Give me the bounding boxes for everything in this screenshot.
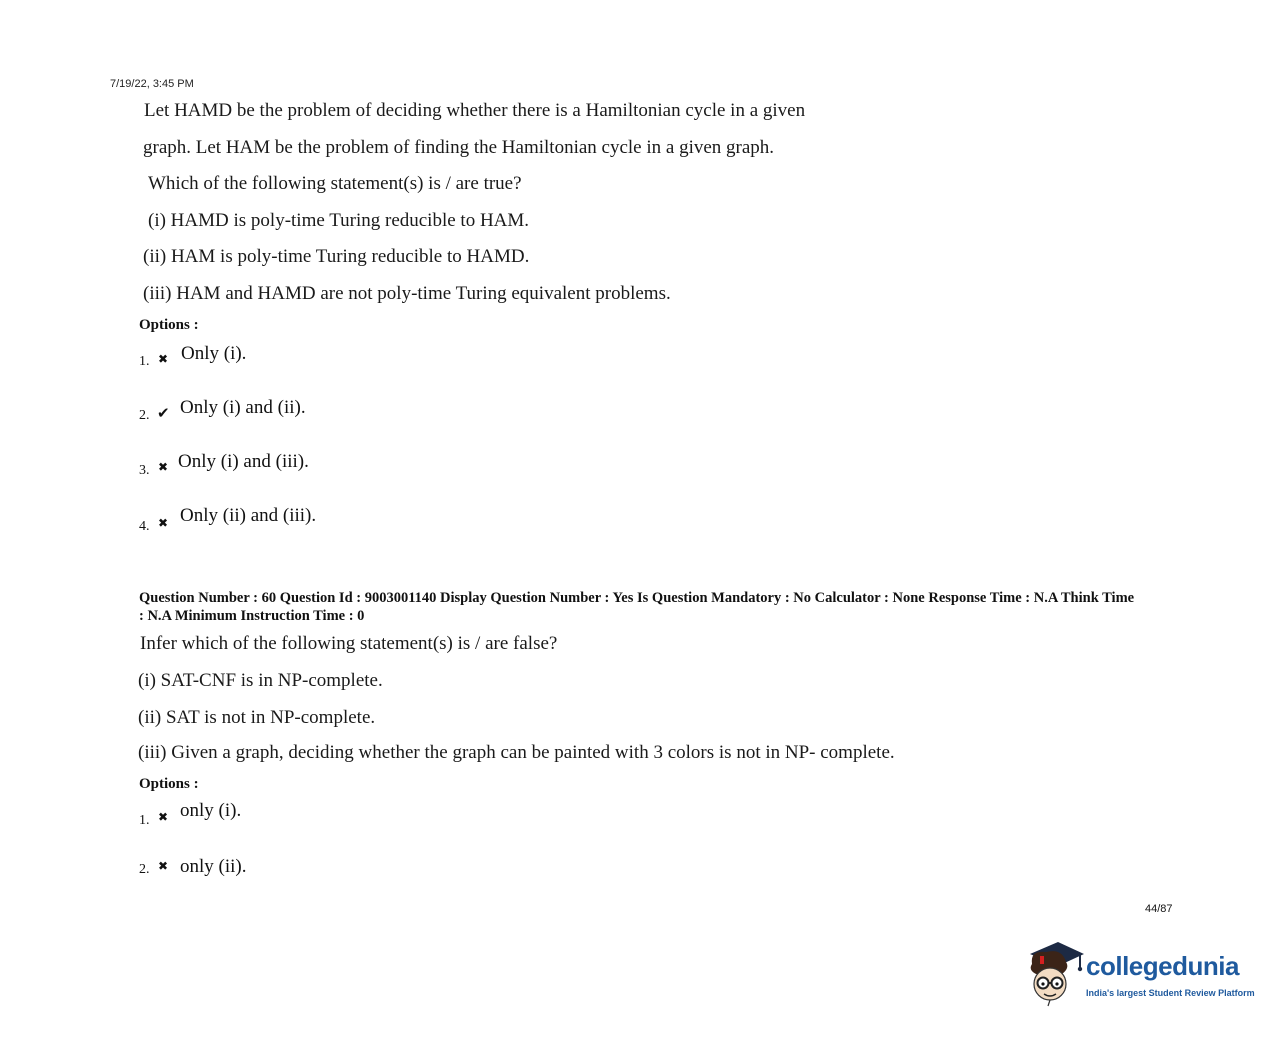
q2-line-3: (ii) SAT is not in NP-complete. (138, 707, 376, 728)
q2-line-1: Infer which of the following statement(s) is / are false? (140, 633, 558, 654)
q2-line-2: (i) SAT-CNF is in NP-complete. (138, 670, 383, 691)
q2-options-label: Options : (139, 776, 199, 792)
option-text: Only (i). (181, 343, 247, 364)
q1-line-5: (ii) HAM is poly-time Turing reducible to HAMD. (143, 246, 530, 267)
cross-icon: ✖ (158, 460, 169, 474)
q1-line-6: (iii) HAM and HAMD are not poly-time Turing equivalent problems. (143, 283, 671, 304)
cross-icon: ✖ (158, 352, 169, 366)
option-text: Only (i) and (ii). (180, 397, 306, 418)
option-text: only (ii). (180, 856, 247, 877)
option-number: 1. (139, 354, 150, 369)
q1-line-2: graph. Let HAM be the problem of finding the Hamiltonian cycle in a given graph. (143, 137, 775, 158)
option-number: 1. (139, 813, 150, 828)
cross-icon: ✖ (158, 516, 169, 530)
cross-icon: ✖ (158, 810, 169, 824)
q1-options-label: Options : (139, 317, 199, 333)
check-icon: ✔ (157, 404, 170, 422)
option-text: Only (i) and (iii). (178, 451, 309, 472)
option-text: only (i). (180, 800, 242, 821)
option-number: 2. (139, 408, 150, 423)
option-number: 2. (139, 862, 150, 877)
option-text: Only (ii) and (iii). (180, 505, 317, 526)
timestamp: 7/19/22, 3:45 PM (110, 78, 194, 90)
option-number: 4. (139, 519, 150, 534)
cross-icon: ✖ (158, 859, 169, 873)
question-meta: Question Number : 60 Question Id : 9003001140 Display Question Number : Yes Is Question Mandatory : No Calculator : None Response Time : N.A Think Time : N.A Minimum Instruction Time : 0 (139, 590, 1135, 624)
option-number: 3. (139, 463, 150, 478)
q2-line-4: (iii) Given a graph, deciding whether the graph can be painted with 3 colors is not in NP- complete. (138, 742, 895, 763)
page-number: 44/87 (1145, 903, 1173, 915)
brand-logo-text: collegedunia (1086, 951, 1239, 981)
q1-line-4: (i) HAMD is poly-time Turing reducible to HAM. (148, 210, 530, 231)
collegedunia-mascot-icon (1022, 938, 1086, 1008)
brand-tagline: India's largest Student Review Platform (1086, 988, 1255, 998)
q1-line-3: Which of the following statement(s) is / are true? (148, 173, 522, 194)
q1-line-1: Let HAMD be the problem of deciding whether there is a Hamiltonian cycle in a given (144, 100, 806, 121)
